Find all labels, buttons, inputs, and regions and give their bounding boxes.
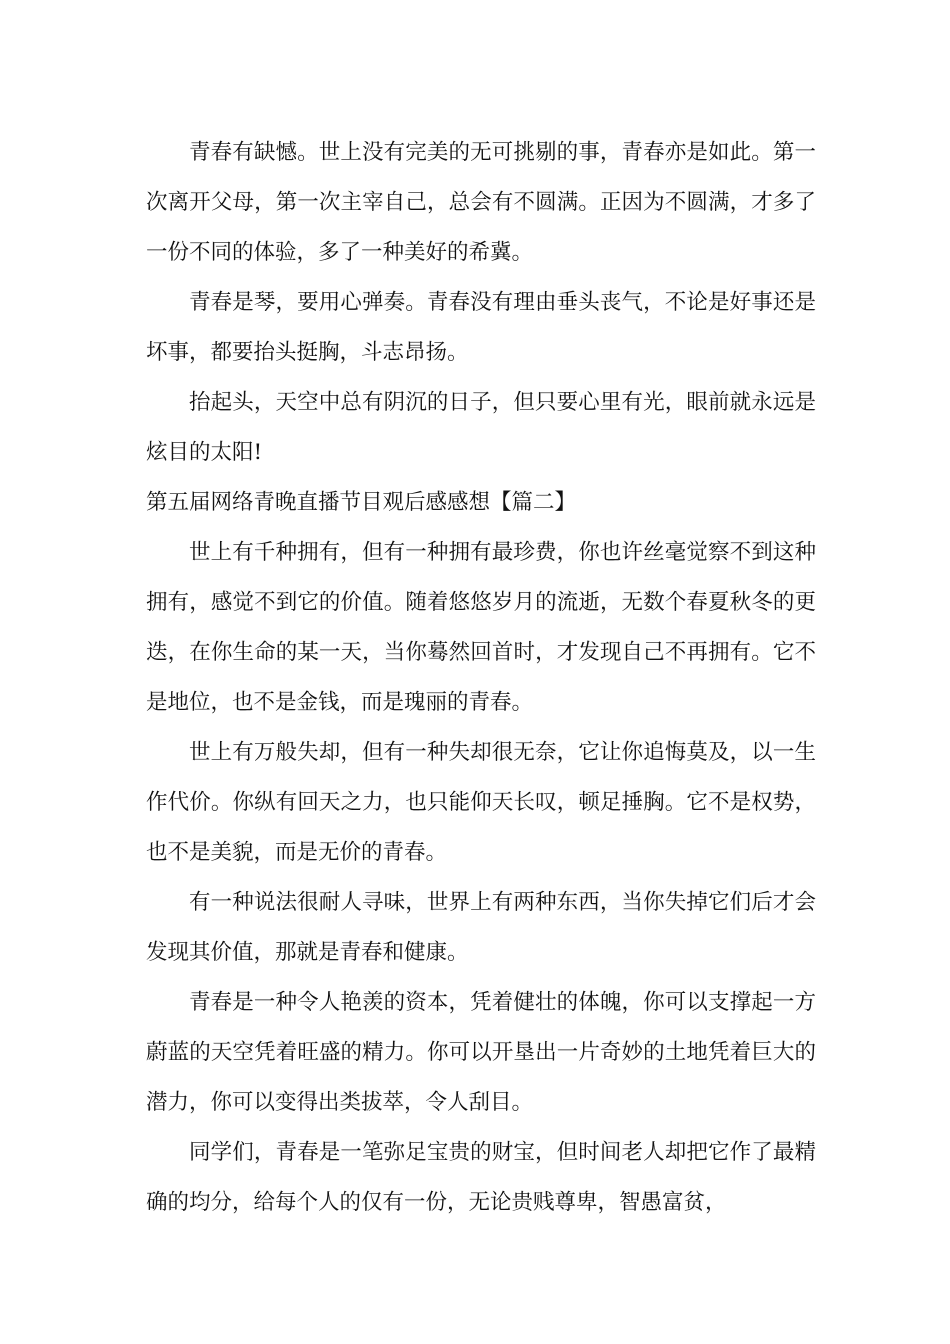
- paragraph-classmates: 同学们，青春是一笔弥足宝贵的财宝，但时间老人却把它作了最精确的均分，给每个人的仅有一份，无论贵贱尊卑，智愚富贫，: [146, 1140, 816, 1215]
- paragraph-saying: 有一种说法很耐人寻味，世界上有两种东西，当你失掉它们后才会发现其价值，那就是青春和健康。: [146, 890, 816, 965]
- paragraph-youth-regret: 青春有缺憾。世上没有完美的无可挑剔的事，青春亦是如此。第一次离开父母，第一次主宰自己，总会有不圆满。正因为不圆满，才多了一份不同的体验，多了一种美好的希冀。: [146, 140, 816, 265]
- document-body: [146, 128, 816, 1228]
- paragraph-loss: 世上有万般失却，但有一种失却很无奈，它让你追悔莫及，以一生作代价。你纵有回天之力，也只能仰天长叹，顿足捶胸。它不是权势，也不是美貌，而是无价的青春。: [146, 740, 816, 865]
- paragraph-possession: 世上有千种拥有，但有一种拥有最珍费，你也许丝毫觉察不到这种拥有，感觉不到它的价值。随着悠悠岁月的流逝，无数个春夏秋冬的更迭，在你生命的某一天，当你蓦然回首时，才发现自己不再拥有。它不是地位，也不是金钱，而是瑰丽的青春。: [146, 540, 816, 715]
- paragraph-youth-qin: 青春是琴，要用心弹奏。青春没有理由垂头丧气，不论是好事还是坏事，都要抬头挺胸，斗志昂扬。: [146, 290, 816, 365]
- section-heading: 第五届网络青晚直播节目观后感感想【篇二】: [146, 490, 577, 515]
- paragraph-capital: 青春是一种令人艳羡的资本，凭着健壮的体魄，你可以支撑起一方蔚蓝的天空凭着旺盛的精力。你可以开垦出一片奇妙的土地凭着巨大的潜力，你可以变得出类拔萃，令人刮目。: [146, 990, 816, 1115]
- paragraph-look-up: 抬起头，天空中总有阴沉的日子，但只要心里有光，眼前就永远是炫目的太阳!: [146, 390, 816, 465]
